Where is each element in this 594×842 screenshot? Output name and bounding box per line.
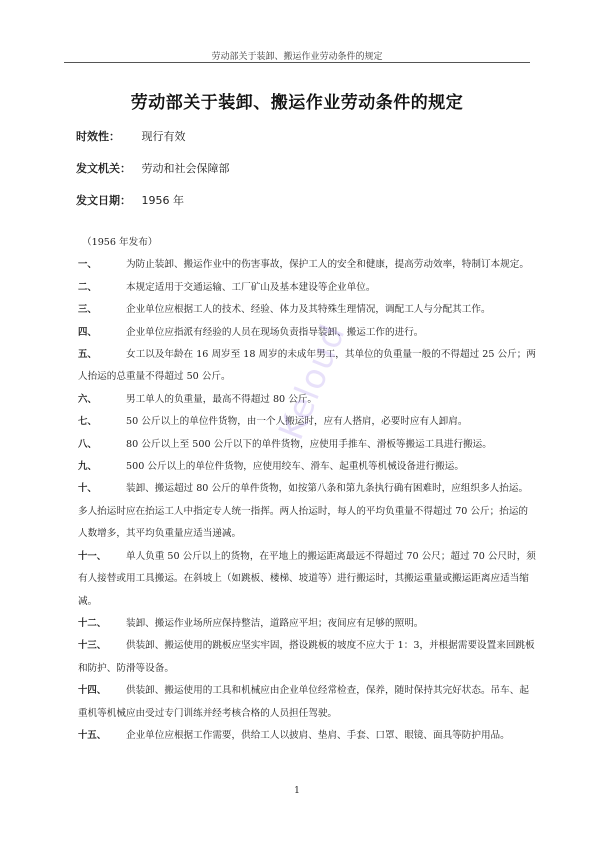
meta-issue-date: [76, 192, 184, 208]
article-12: [58, 613, 536, 635]
article-number: 七、: [78, 416, 97, 428]
meta-validity: [76, 128, 186, 144]
article-15: [58, 725, 536, 747]
article-text: 50 公斤以上的单位件货物，由一个人搬运时，应有人搭肩，必要时应有人卸肩。: [126, 416, 468, 428]
article-text: 本规定适用于交通运输、工厂矿山及基本建设等企业单位。: [126, 281, 376, 293]
article-5: [58, 344, 536, 389]
header-divider: [64, 62, 530, 63]
article-text: 500 公斤以上的单位件货物，应使用绞车、滑车、起重机等机械设备进行搬运。: [126, 461, 464, 473]
article-11: [58, 546, 536, 613]
page-number: 1: [294, 786, 300, 796]
article-number: 四、: [78, 326, 97, 338]
article-1: [58, 254, 536, 276]
article-6: [58, 389, 536, 411]
article-number: 六、: [78, 393, 97, 405]
article-number: 十四、: [78, 685, 107, 697]
article-number: 一、: [78, 259, 97, 271]
article-10: [58, 478, 536, 545]
article-8: [58, 434, 536, 456]
article-4: [58, 322, 536, 344]
article-text: 装卸、搬运超过 80 公斤的单件货物，如按第八条和第九条执行确有困难时，应组织多人抬运。多人抬运时应在抬运工人中指定专人统一指挥。两人抬运时，每人的平均负重量不得超过 70 公斤；抬运的人数增多，其平均负重量应适当递减。: [78, 483, 529, 540]
article-text: 供装卸、搬运使用的跳板应坚实牢固，搭设跳板的坡度不应大于 1：3，并根据需要设置来回跳板和防护、防滑等设备。: [78, 640, 535, 674]
article-text: 企业单位应根据工作需要，供给工人以披肩、垫肩、手套、口罩、眼镜、面具等防护用品。: [126, 729, 510, 741]
article-9: [58, 456, 536, 478]
article-3: [58, 299, 536, 321]
article-number: 二、: [78, 281, 97, 293]
article-text: 单人负重 50 公斤以上的货物，在平地上的搬运距离最远不得超过 70 公尺；超过 70 公尺时，须有人接替或用工具搬运。在斜坡上（如跳板、楼梯、坡道等）进行搬运时，其搬运重量或搬运距离应适当缩减。: [78, 550, 536, 607]
article-text: 男工单人的负重量，最高不得超过 80 公斤。: [126, 393, 317, 405]
article-text: 80 公斤以上至 500 公斤以下的单件货物，应使用手推车、滑板等搬运工具进行搬运。: [126, 438, 492, 450]
article-number: 三、: [78, 304, 97, 316]
article-number: 十二、: [78, 617, 107, 629]
article-number: 九、: [78, 461, 97, 473]
article-text: 供装卸、搬运使用的工具和机械应由企业单位经常检查，保养，随时保持其完好状态。吊车、起重机等机械应由受过专门训练并经考核合格的人员担任驾驶。: [78, 685, 529, 719]
article-text: 为防止装卸、搬运作业中的伤害事故，保护工人的安全和健康，提高劳动效率，特制订本规定。: [126, 259, 529, 271]
article-number: 八、: [78, 438, 97, 450]
running-header: 劳动部关于装卸、搬运作业劳动条件的规定: [211, 52, 383, 62]
article-number: 五、: [78, 349, 97, 361]
meta-label: 发文机关：: [76, 162, 131, 175]
article-13: [58, 635, 536, 680]
meta-issuing-authority: [76, 160, 230, 176]
issued-note: （1956 年发布）: [82, 237, 158, 248]
document-body: [58, 232, 536, 747]
article-number: 十一、: [78, 550, 107, 562]
article-7: [58, 411, 536, 433]
document-title: 劳动部关于装卸、搬运作业劳动条件的规定: [130, 93, 464, 113]
article-text: 企业单位应根据工人的技术、经验、体力及其特殊生理情况，调配工人与分配其工作。: [126, 304, 491, 316]
article-text: 女工以及年龄在 16 周岁至 18 周岁的未成年男工，其单位的负重量一般的不得超过 25 公斤；两人抬运的总重量不得超过 50 公斤。: [78, 349, 536, 383]
article-number: 十、: [78, 483, 97, 495]
article-text: 企业单位应指派有经验的人员在现场负责指导装卸、搬运工作的进行。: [126, 326, 424, 338]
meta-value: 现行有效: [141, 130, 186, 143]
article-2: [58, 277, 536, 299]
article-number: 十五、: [78, 729, 107, 741]
meta-label: 发文日期：: [76, 194, 131, 207]
article-number: 十三、: [78, 640, 107, 652]
article-14: [58, 680, 536, 725]
article-text: 装卸、搬运作业场所应保持整洁，道路应平坦；夜间应有足够的照明。: [126, 617, 424, 629]
meta-value: 劳动和社会保障部: [141, 162, 230, 175]
watermark: Keloud: [271, 318, 354, 446]
meta-label: 时效性：: [76, 130, 120, 143]
meta-value: 1956 年: [141, 194, 184, 207]
